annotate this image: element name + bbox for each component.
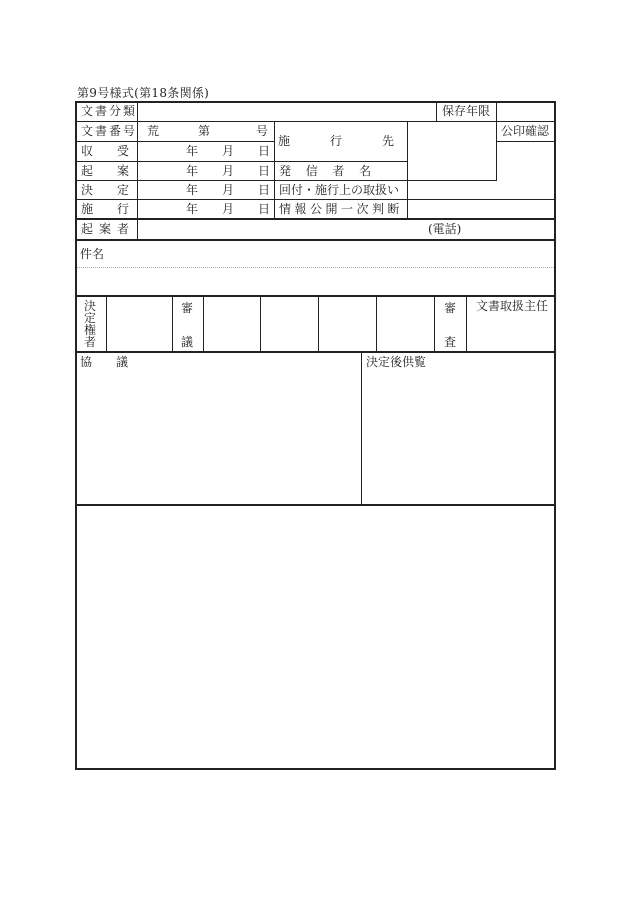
day-label: 日	[258, 164, 271, 178]
h-line	[75, 199, 556, 200]
drafter-label: 起案者	[81, 222, 136, 236]
year-label: 年	[186, 144, 199, 158]
decided-label: 決 定	[81, 183, 130, 197]
v-line	[106, 295, 107, 352]
month-label: 月	[222, 183, 235, 197]
subject-label: 件名	[80, 247, 105, 261]
shinsa-char: 査	[444, 335, 457, 349]
v-line	[137, 101, 138, 239]
h-line	[497, 141, 556, 142]
month-label: 月	[222, 202, 235, 216]
shingi-char: 議	[181, 335, 194, 349]
day-label: 日	[258, 202, 271, 216]
v-line	[203, 295, 204, 352]
subject-dotted-line	[77, 267, 554, 268]
v-line	[434, 295, 435, 352]
h-line	[75, 180, 497, 181]
decider-char: 定	[84, 311, 97, 325]
h-line	[75, 161, 407, 162]
v-line	[361, 352, 362, 505]
sender-label: 発信者名	[279, 164, 386, 178]
drafted-label: 起 案	[81, 164, 130, 178]
doc-manager-label: 文書取扱主任	[476, 299, 549, 313]
h-line	[75, 218, 556, 220]
h-line	[75, 295, 556, 297]
v-line	[466, 295, 467, 352]
h-line	[75, 121, 556, 122]
year-label: 年	[186, 164, 199, 178]
v-line	[496, 101, 497, 181]
h-line	[75, 351, 556, 353]
h-line	[75, 239, 556, 241]
v-line	[172, 295, 173, 352]
year-label: 年	[186, 183, 199, 197]
dai-label: 第	[198, 124, 211, 138]
month-label: 月	[222, 144, 235, 158]
v-line	[260, 295, 261, 352]
shinsa-char: 審	[444, 301, 457, 315]
post-decision-label: 決定後供覧	[366, 355, 427, 369]
doc-number-label: 文書番号	[81, 124, 138, 138]
shingi-char: 審	[181, 301, 194, 315]
phone-label: (電話)	[428, 222, 462, 236]
v-line	[318, 295, 319, 352]
v-line	[274, 121, 275, 219]
consult-label: 協 議	[80, 355, 129, 369]
retention-label: 保存年限	[442, 104, 491, 118]
h-line	[75, 141, 275, 142]
enforced-label: 施 行	[81, 202, 130, 216]
decider-char: 決	[84, 299, 97, 313]
v-line	[436, 101, 437, 121]
h-line	[75, 504, 556, 506]
decider-char: 者	[84, 335, 97, 349]
gou-label: 号	[256, 124, 269, 138]
day-label: 日	[258, 144, 271, 158]
seal-check-label: 公印確認	[501, 124, 550, 138]
ara-label: 荒	[147, 124, 160, 138]
day-label: 日	[258, 183, 271, 197]
routing-label: 回付・施行上の取扱い	[279, 183, 400, 197]
received-label: 収 受	[81, 144, 130, 158]
year-label: 年	[186, 202, 199, 216]
category-label: 文書分類	[81, 104, 138, 118]
form-title: 第9号様式(第18条関係)	[77, 86, 210, 100]
destination-label: 施 行 先	[278, 134, 409, 148]
v-line	[376, 295, 377, 352]
decider-char: 権	[84, 323, 97, 337]
disclosure-label: 情報公開一次判断	[279, 202, 404, 216]
month-label: 月	[222, 164, 235, 178]
